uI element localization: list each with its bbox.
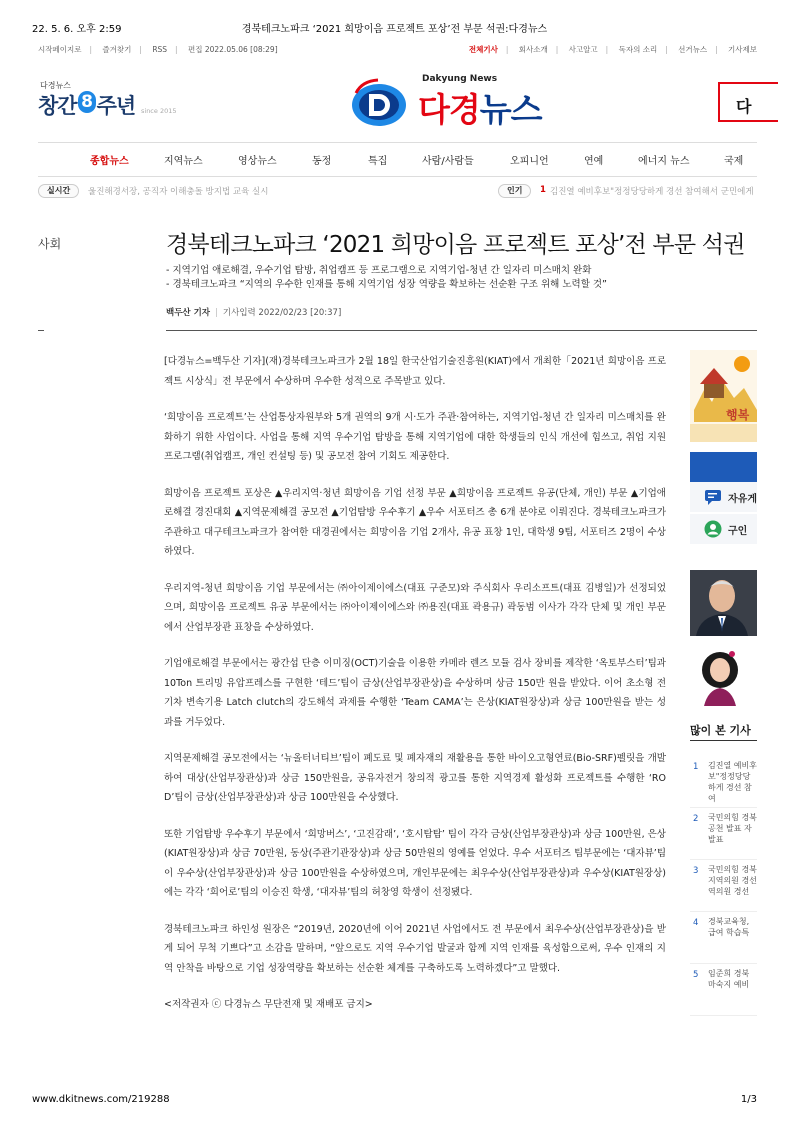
columnist-woman-icon <box>690 640 757 706</box>
popular-headline[interactable]: 김진열 예비후보"정정당당하게 경선 참여해서 군민에게 <box>550 187 754 197</box>
person-icon <box>704 520 722 538</box>
byline: 백두산 기자 | 기사입력 2022/02/23 [20:37] <box>166 308 342 318</box>
subhead: - 지역기업 애로해결, 우수기업 탐방, 취업캠프 등 프로그램으로 지역기업-청년 간 일자리 미스매치 완화 <box>166 265 592 276</box>
nav-item-general[interactable]: 종합뉴스 <box>90 156 129 167</box>
print-page: 1/3 <box>740 1094 757 1105</box>
jobs-link[interactable] <box>690 514 757 544</box>
nav-item-local[interactable]: 지역뉴스 <box>164 156 203 167</box>
subhead: - 경북테크노파크 “지역의 우수한 인재를 통해 지역기업 성장 역량을 확보하는 선순환 구조 위해 노력할 것” <box>166 279 607 290</box>
popular-item[interactable] <box>690 968 757 1016</box>
util-link-reader-voice[interactable]: 독자의 소리 <box>618 45 658 54</box>
divider <box>690 740 757 741</box>
popular-item-title: 임준희 경북 마숙지 예비 <box>708 969 750 989</box>
copyright: <저작권자 ⓒ 다경뉴스 무단전재 및 재배포 금지> <box>164 999 373 1010</box>
popular-list <box>690 760 757 1020</box>
paragraph: 지역문제해결 공모전에서는 ‘뉴올터너티브’팀이 폐도료 및 폐자재의 재활용을 통한 바이오고형연료(Bio-SRF)펠릿을 개발하여 대상(산업부장관상)과 상금 150만원을, 공유자전거 창의적 광고를 통한 지역경제 활성화 프로젝트를 수행한 ‘ROD’팀이 금상(산업부장관상)과 상금 100만원을 수상했다. <box>164 753 666 803</box>
popular-item[interactable] <box>690 812 757 860</box>
util-link-company[interactable]: 회사소개 <box>518 45 548 54</box>
nav-item-entertainment[interactable]: 연예 <box>584 156 604 167</box>
popular-item-title: 국민의힘 경북 공천 발표 자 발표 <box>708 813 757 844</box>
side-blue-banner[interactable] <box>690 452 757 482</box>
print-title: 경북테크노파크 ‘2021 희망이음 프로젝트 포상’전 부문 석권:다경뉴스 <box>241 24 548 35</box>
section-label: 사회 <box>38 237 62 251</box>
popular-item-title: 경북교육청, 급여 학습특 <box>708 917 750 937</box>
divider <box>38 142 757 143</box>
nav-item-special[interactable]: 특집 <box>368 156 388 167</box>
logo-d-icon <box>350 78 408 128</box>
paragraph: [다경뉴스=백두산 기자](재)경북테크노파크가 2월 18일 한국산업기술진흥원(KIAT)에서 개최한「2021년 희망이음 프로젝트 시상식」전 부문에서 수상하며 우수한 성적으로 주목받고 있다. <box>164 356 666 387</box>
popular-item-rank: 1 <box>693 762 699 772</box>
util-link-notice[interactable]: 사고알고 <box>568 45 598 54</box>
brand-small: 다경뉴스 <box>40 81 71 90</box>
brand-big: 창간 8 주년 <box>38 92 136 118</box>
home-link[interactable]: 시작페이지로 <box>38 45 82 54</box>
popular-label: 인기 <box>498 184 531 198</box>
ad-illustration-icon <box>690 350 757 442</box>
popular-item-title: 국민의힘 경북 지역의원 경선 역의원 경선 <box>708 865 757 896</box>
util-link-tip[interactable]: 기사제보 <box>728 45 757 54</box>
divider <box>38 176 757 177</box>
popular-item-title: 김진열 예비후보"정정당당하게 경선 참여 <box>708 761 757 803</box>
article-body <box>164 352 666 1015</box>
popular-item-rank: 2 <box>693 814 699 824</box>
nav-item-international[interactable]: 국제 <box>724 156 744 167</box>
columnist-photo[interactable] <box>690 570 757 636</box>
brand-since: since 2015 <box>141 107 177 115</box>
print-url: www.dkitnews.com/219288 <box>32 1094 170 1105</box>
banner-text: 다 <box>736 97 752 116</box>
free-board-link[interactable] <box>690 482 757 512</box>
util-link-election[interactable]: 선거뉴스 <box>678 45 708 54</box>
popular-rank: 1 <box>540 185 546 195</box>
free-board-label: 자유게 <box>728 494 757 505</box>
main-nav <box>38 152 757 170</box>
logo-subtitle: Dakyung News <box>422 74 498 84</box>
paragraph: 희망이음 프로젝트 포상은 ▲우리지역·청년 희망이음 기업 선정 부문 ▲희망이음 프로젝트 유공(단체, 개인) 부문 ▲기업애로해결 경진대회 ▲지역문제해결 공모전 ▲기업탐방 우수후기 ▲우수 서포터즈 총 6개 분야로 이뤄진다. 경북테크노파크가 주관하고 대구테크노파크가 참여한 대경권에서는 희망이음 기업 2개사, 유공 표창 1인, 대학생 9팀, 서포터즈 2명이 수상하였다. <box>164 487 666 557</box>
divider <box>38 330 44 331</box>
nav-item-energy[interactable]: 에너지 뉴스 <box>638 156 690 167</box>
edited-date: 편집 2022.05.06 [08:29] <box>187 45 278 54</box>
paragraph: ‘희망이음 프로젝트’는 산업통상자원부와 5개 권역의 9개 시·도가 주관·참여하는, 지역기업-청년 간 일자리 미스매치를 완화하기 위한 사업이다. 사업을 통해 지역 우수기업 탐방을 통해 지역기업에 대한 학생들의 인식 개선에 힘쓰고, 취업 지원 프로그램(취업캠프, 개인 컨설팅 등) 및 공모전 참여 기회도 제공한다. <box>164 412 666 462</box>
paragraph: 기업애로해결 부문에서는 광간섭 단층 이미징(OCT)기술을 이용한 카메라 렌즈 모듈 검사 장비를 제작한 ‘옥토부스터’팀과 10Ton 트리밍 유압프레스를 구현한 ‘테드’팀이 금상(산업부장관상)을 수상하며 상금 150만 원을 받았다. 이어 초소형 전기차 변속기용 Latch clutch의 강도해석 과제를 수행한 ‘Team CAMA’는 은상(KIAT원장상)과 상금 100만원을 받는 성과를 거두었다. <box>164 658 666 728</box>
jobs-label: 구인 <box>728 526 748 537</box>
top-banner[interactable] <box>718 82 778 122</box>
live-label: 실시간 <box>38 184 79 198</box>
site-logo[interactable] <box>350 74 590 132</box>
article-subheads <box>166 264 756 292</box>
util-link-all-articles[interactable]: 전체기사 <box>468 45 498 54</box>
rss-link[interactable]: RSS <box>152 45 168 54</box>
paragraph: 경북테크노파크 하인성 원장은 “2019년, 2020년에 이어 2021년 사업에서도 전 부문에서 최우수상(산업부장관상)을 받게 되어 무척 기쁘다”고 소감을 말하며, “앞으로도 지역 우수기업 발굴과 함께 지역 인재를 육성함으로써, 우수 인재의 지역 안착을 바탕으로 기업 성장역량을 확보하는 선순환 체계를 구축하도록 노력하겠다”고 말했다. <box>164 923 666 974</box>
paragraph: 우리지역-청년 희망이음 기업 부문에서는 ㈜아이제이에스(대표 구준모)와 주식회사 우리소프트(대표 김병일)가 선정되었으며, 희망이음 프로젝트 유공 부문에서는 ㈜아이제이에스와 ㈜용진(대표 곽용규) 곽동범 이사가 각각 단체 및 개인 부문에서 산업부장관 표창을 수상하였다. <box>164 582 666 633</box>
ad-text: 행복 <box>726 408 750 422</box>
nav-item-video[interactable]: 영상뉴스 <box>238 156 277 167</box>
popular-item-rank: 3 <box>693 866 699 876</box>
nav-item-opinion[interactable]: 오피니언 <box>510 156 549 167</box>
popular-item-rank: 5 <box>693 970 699 980</box>
popular-item[interactable] <box>690 760 757 808</box>
anniversary-logo[interactable] <box>38 80 188 120</box>
columnist-photo[interactable] <box>690 640 757 706</box>
popular-title: 많이 본 기사 <box>690 724 751 737</box>
popular-item[interactable] <box>690 916 757 964</box>
divider <box>166 330 757 331</box>
columnist-man-icon <box>690 570 757 636</box>
logo-name: 다경뉴스 <box>418 90 542 129</box>
nav-item-people[interactable]: 사람/사람들 <box>422 156 474 167</box>
publish-date: 기사입력 2022/02/23 [20:37] <box>222 308 342 318</box>
author[interactable]: 백두산 기자 <box>166 308 211 318</box>
side-ad-banner[interactable] <box>690 350 757 442</box>
live-headline[interactable]: 울진해경서장, 공직자 이해충돌 방지법 교육 실시 <box>88 187 269 197</box>
print-datetime: 22. 5. 6. 오후 2:59 <box>32 24 122 35</box>
chat-icon <box>704 488 722 506</box>
paragraph: 또한 기업탐방 우수후기 부문에서 ‘희망버스’, ‘고진감래’, ‘호시탐탐’ 팀이 각각 금상(산업부장관상)과 상금 100만원, 은상(KIAT원장상)과 상금 70만원, 동상(주관기관장상)과 상금 50만원의 영예를 얻었다. 우수 서포터즈 팀부문에는 ‘대자뷰’팀이 우수상(산업부장관상)과 상금 100만원을 수상하였으며, 개인부문에는 최우수상(산업부장관상)과 우수상(KIAT원장상)에는 각각 ‘희어로’팀의 이승진 학생, ‘대자뷰’팀의 허창영 학생이 선정됐다. <box>164 828 666 898</box>
popular-item[interactable] <box>690 864 757 912</box>
popular-item-rank: 4 <box>693 918 699 928</box>
favorite-link[interactable]: 즐겨찾기 <box>102 45 132 54</box>
news-ticker <box>38 184 757 200</box>
article-headline: 경북테크노파크 ‘2021 희망이음 프로젝트 포상’전 부문 석권 <box>166 232 745 258</box>
nav-item-activity[interactable]: 동정 <box>312 156 332 167</box>
utility-bar: 시작페이지로 | 즐겨찾기 | RSS | 편집 2022.05.06 [08:29] 전체기사 | 회사소개 | 사고알고 | 독자의 소리 | 선거뉴스 | 기사제보 <box>38 45 757 54</box>
